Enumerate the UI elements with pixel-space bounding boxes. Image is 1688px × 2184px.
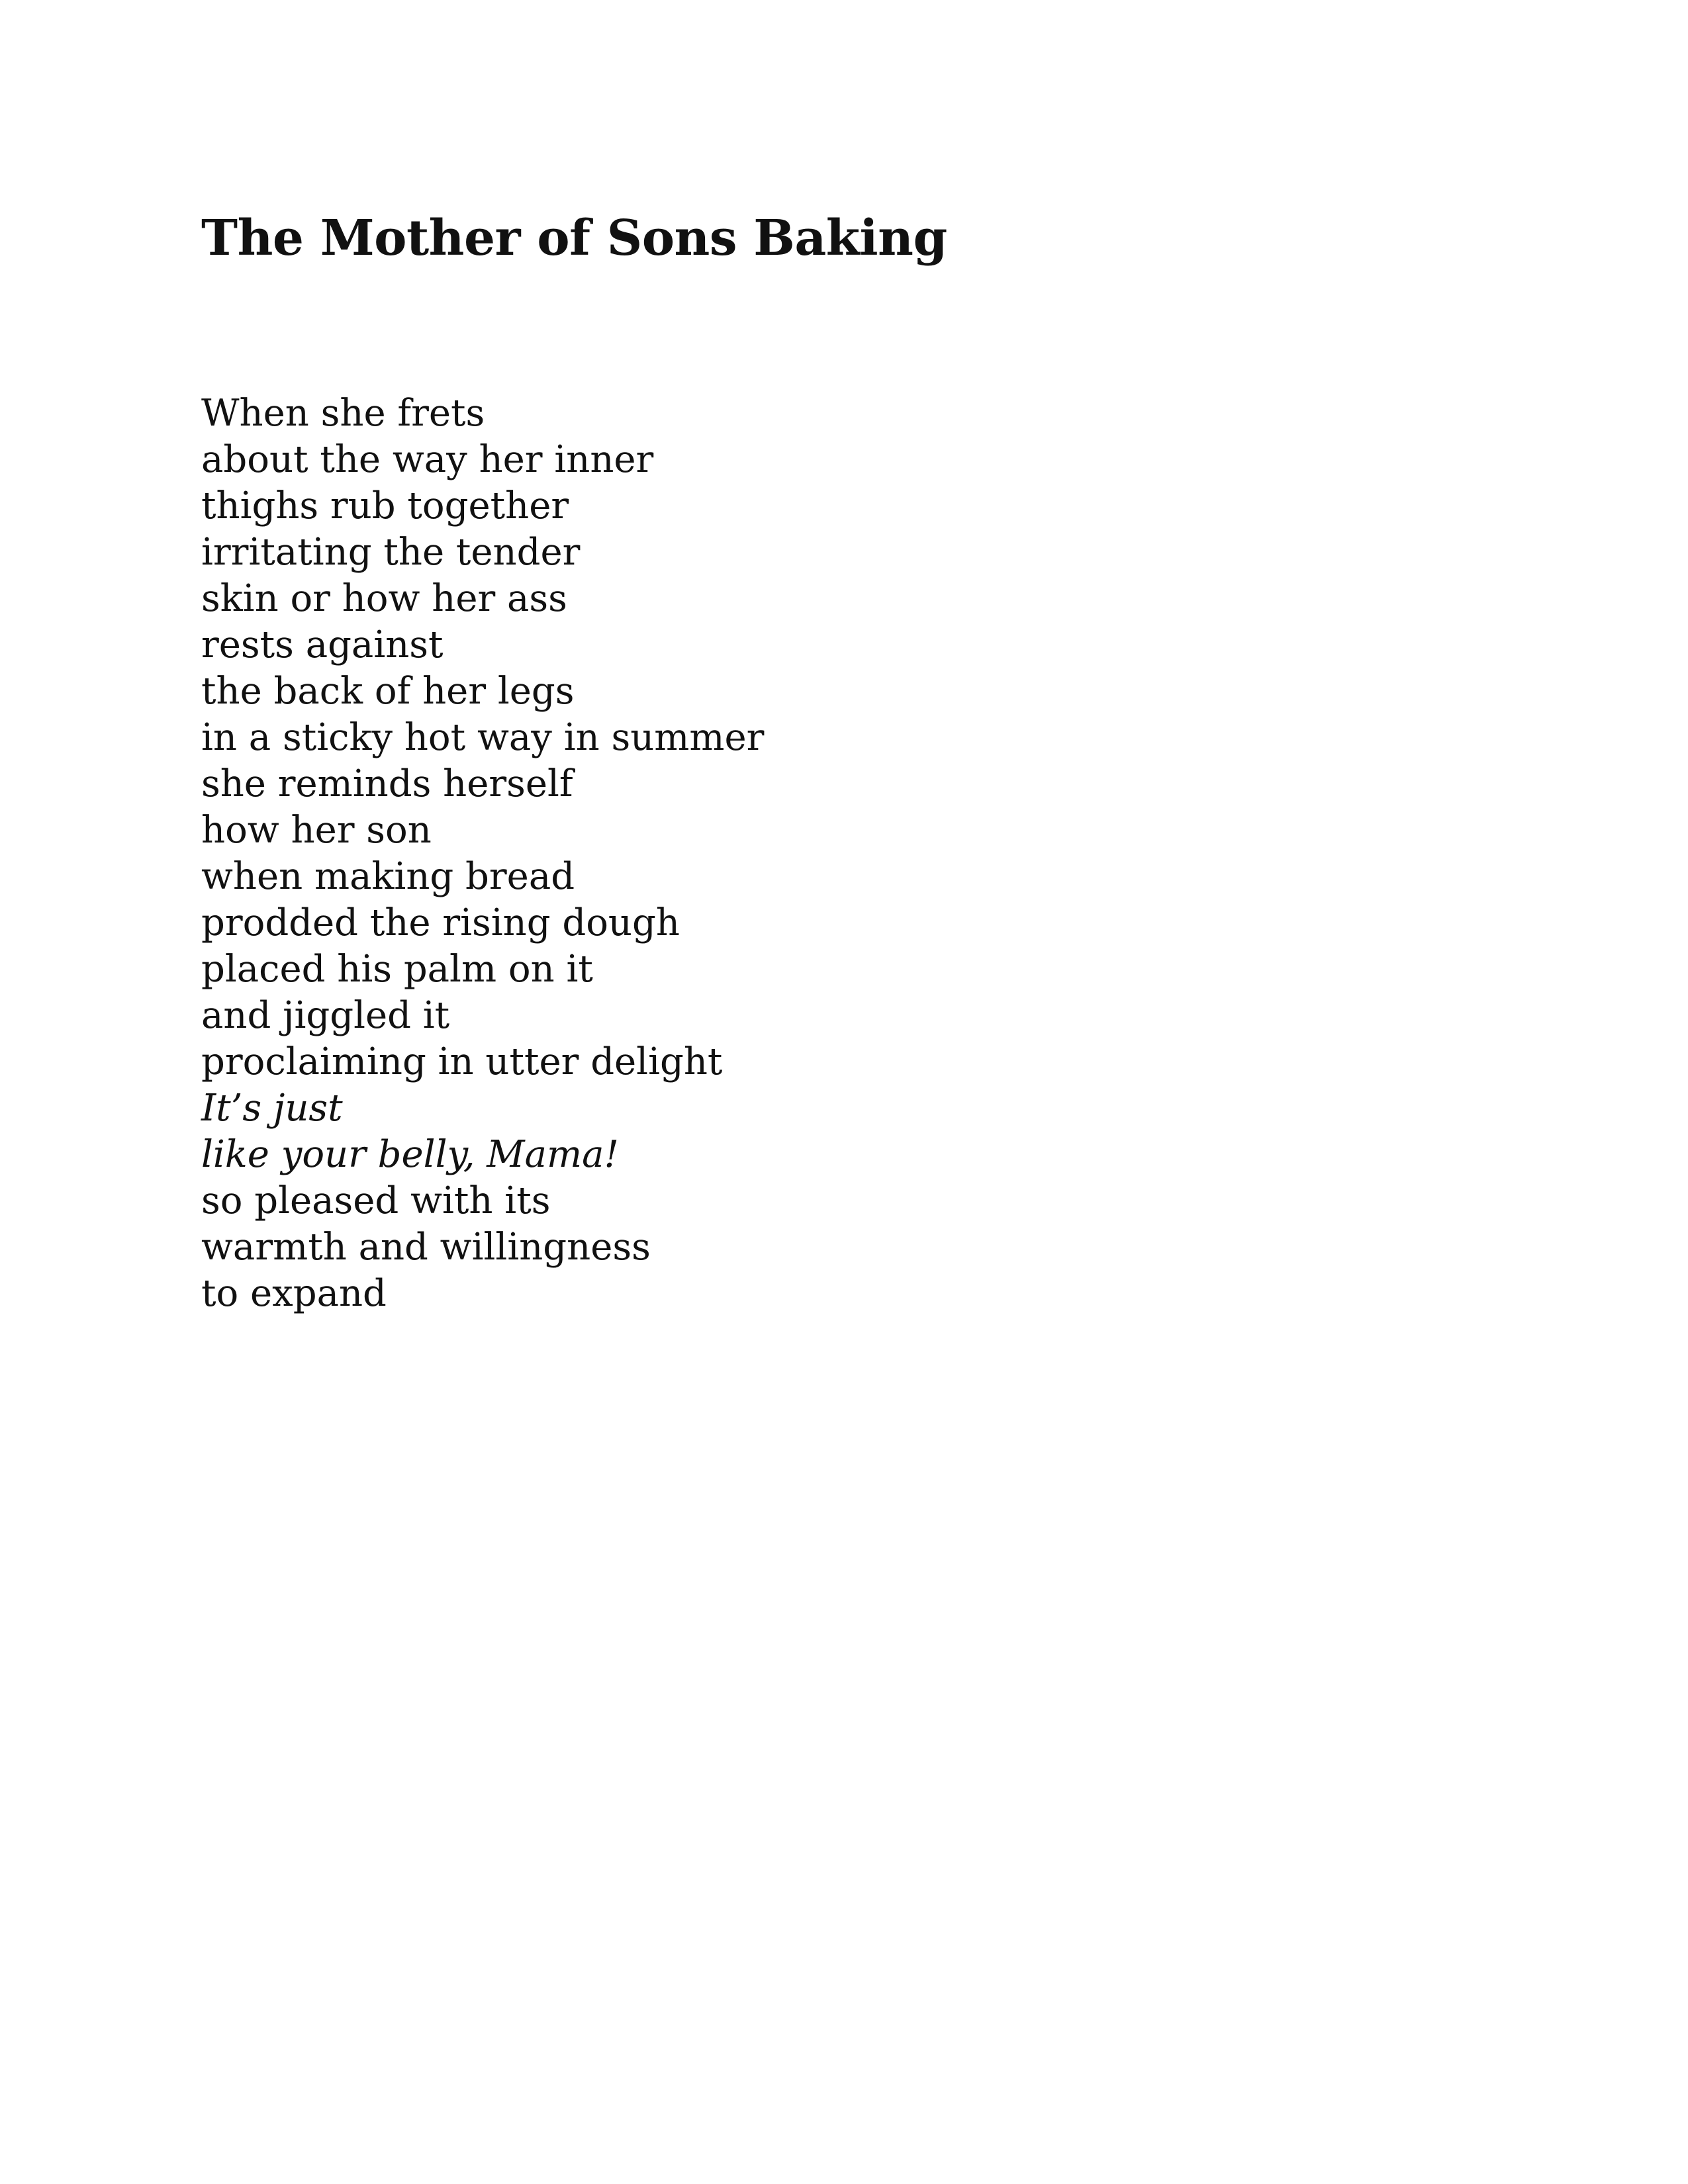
poem-title: The Mother of Sons Baking <box>201 210 947 267</box>
poem-line: placed his palm on it <box>201 948 593 991</box>
poem-line: how her son <box>201 809 432 852</box>
poem-line: warmth and willingness <box>201 1226 651 1269</box>
poem-line: irritating the tender <box>201 531 581 574</box>
poem-line: like your belly, Mama! <box>201 1133 620 1176</box>
poem-line: thighs rub together <box>201 484 569 527</box>
poem-line: When she frets <box>201 392 485 435</box>
poem-line: about the way her inner <box>201 438 654 481</box>
poem-line: It’s just <box>201 1087 343 1130</box>
poem-body <box>201 390 764 1317</box>
poem-line: proclaiming in utter delight <box>201 1040 723 1083</box>
poem-line: in a sticky hot way in summer <box>201 716 765 759</box>
poem-line: prodded the rising dough <box>201 901 680 944</box>
poem-line: she reminds herself <box>201 762 573 805</box>
poem-line: and jiggled it <box>201 994 450 1037</box>
poem-line: when making bread <box>201 855 575 898</box>
poem-line: skin or how her ass <box>201 577 567 620</box>
poem-line: so pleased with its <box>201 1179 551 1222</box>
poem-line: to expand <box>201 1272 387 1315</box>
poem-line: the back of her legs <box>201 670 575 713</box>
poem-line: rests against <box>201 623 444 666</box>
